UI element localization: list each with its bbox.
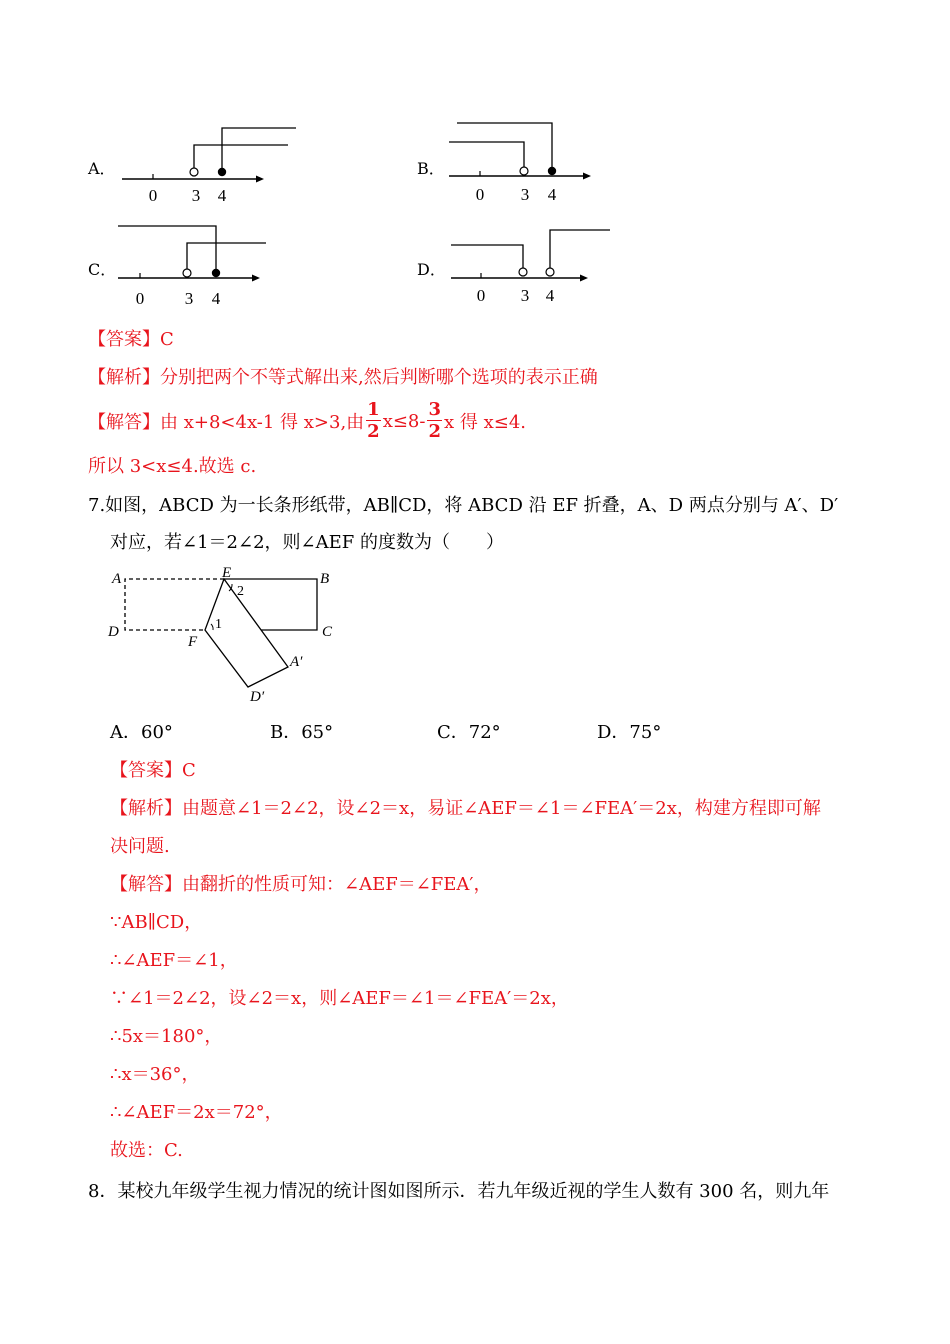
q7-solution-line: ∴5x＝180°， (110, 1026, 223, 1047)
option-d-number-line (447, 220, 617, 310)
q7-solution-line: ∵AB∥CD， (110, 912, 203, 933)
label-a-prime: A′ (290, 654, 303, 670)
tick-label-0: 0 (148, 186, 158, 205)
q7-answer: 【答案】C (110, 760, 196, 781)
tick-label-3: 3 (184, 289, 194, 308)
q7-analysis-line1: 【解析】由题意∠1＝2∠2，设∠2＝x，易证∠AEF＝∠1＝∠FEA′＝2x，构建方程即可解 (110, 798, 821, 819)
q8-stem: 8．某校九年级学生视力情况的统计图如图所示．若九年级近视的学生人数有 300 名，则九年 (88, 1181, 830, 1202)
option-c-label: C． (88, 260, 117, 279)
tick-label-0: 0 (475, 185, 485, 204)
label-c: C (322, 624, 333, 640)
q7-choice-b: B．65° (270, 722, 334, 743)
label-e: E (222, 565, 232, 581)
tick-label-4: 4 (217, 186, 227, 205)
label-d-prime: D′ (250, 689, 265, 705)
q7-solution-line: ∴∠AEF＝2x＝72°， (110, 1102, 283, 1123)
q7-choice-c: C．72° (437, 722, 501, 743)
q7-analysis-line2: 决问题. (110, 836, 170, 857)
tick-label-3: 3 (520, 185, 530, 204)
tick-label-0: 0 (476, 286, 486, 305)
tick-label-4: 4 (211, 289, 221, 308)
q6-solution (88, 396, 526, 446)
label-angle-1: 1 (215, 617, 222, 632)
label-b: B (320, 571, 330, 587)
label-d: D (108, 624, 119, 640)
q7-stem-line2: 对应，若∠1＝2∠2，则∠AEF 的度数为（ ） (110, 532, 504, 553)
q7-stem-line1: 7.如图，ABCD 为一长条形纸带，AB∥CD，将 ABCD 沿 EF 折叠，A、D 两点分别与 A′、D′ (88, 495, 839, 516)
option-b-number-line (445, 112, 605, 207)
tick-label-3: 3 (191, 186, 201, 205)
tick-label-3: 3 (520, 286, 530, 305)
tick-label-4: 4 (547, 185, 557, 204)
q6-conclusion: 所以 3<x≤4.故选 c. (88, 456, 257, 477)
option-d-label: D． (417, 260, 446, 279)
q7-solution-line: ∴∠AEF＝∠1， (110, 950, 238, 971)
label-angle-2: 2 (237, 584, 244, 599)
fraction-three-halves: $\frac{3}{2}$ (428, 399, 442, 442)
q7-solution-line: 故选：C. (110, 1140, 183, 1161)
tick-label-4: 4 (545, 286, 555, 305)
q6-solution-mid: x≤8- (382, 410, 426, 432)
option-a-number-line (118, 120, 298, 210)
q6-analysis: 【解析】分别把两个不等式解出来,然后判断哪个选项的表示正确 (88, 367, 598, 388)
q7-solution-line: ∴x＝36°， (110, 1064, 200, 1085)
option-b-label: B． (417, 159, 445, 178)
q7-choice-d: D．75° (597, 722, 662, 743)
option-a-label: A． (88, 159, 116, 178)
option-c-number-line (114, 217, 284, 312)
q6-answer: 【答案】C (88, 329, 174, 350)
fraction-one-half: $\frac{1}{2}$ (367, 399, 380, 442)
q6-solution-prefix: 【解答】由 x+8<4x-1 得 x>3,由 (88, 412, 365, 433)
q7-fold-figure (100, 562, 350, 712)
q7-choice-a: A．60° (110, 722, 173, 743)
q7-solution-line: 【解答】由翻折的性质可知：∠AEF＝∠FEA′， (110, 874, 492, 895)
label-a: A (112, 571, 122, 587)
label-f: F (188, 634, 198, 650)
q7-solution-line: ∵∠1＝2∠2，设∠2＝x，则∠AEF＝∠1＝∠FEA′＝2x， (110, 988, 569, 1009)
q6-solution-suffix: x 得 x≤4. (444, 412, 527, 433)
tick-label-0: 0 (135, 289, 145, 308)
